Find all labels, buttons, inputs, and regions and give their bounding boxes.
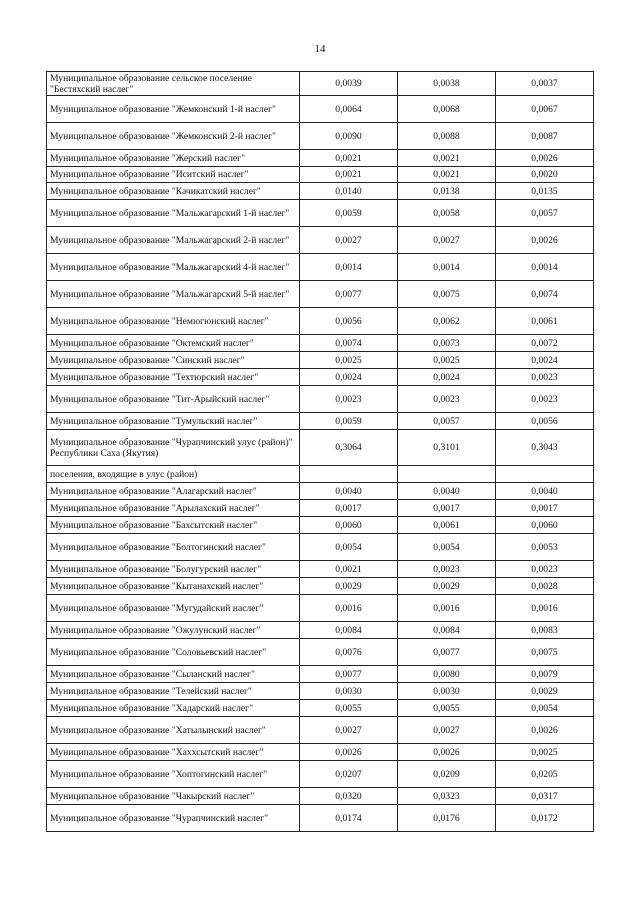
value-col1-cell: 0,0029 (300, 578, 398, 595)
value-col1-cell: 0,0174 (300, 805, 398, 832)
municipality-name-cell: Муниципальное образование "Арылахский наслег" (47, 500, 300, 517)
value-col3-cell: 0,0172 (496, 805, 594, 832)
value-col1-cell: 0,0077 (300, 281, 398, 308)
value-col3-cell: 0,0040 (496, 483, 594, 500)
value-col1-cell: 0,0040 (300, 483, 398, 500)
value-col2-cell: 0,0038 (398, 72, 496, 96)
value-col2-cell: 0,0040 (398, 483, 496, 500)
value-col3-cell: 0,0054 (496, 700, 594, 717)
municipality-name-cell: Муниципальное образование "Иситский наслег" (47, 167, 300, 183)
table-row (47, 788, 594, 805)
municipality-name-cell: Муниципальное образование "Соловьевский наслег" (47, 639, 300, 666)
value-col1-cell: 0,0027 (300, 227, 398, 254)
value-col2-cell: 0,0080 (398, 666, 496, 683)
value-col3-cell: 0,0037 (496, 72, 594, 96)
table-row (47, 369, 594, 386)
value-col3-cell: 0,0014 (496, 254, 594, 281)
table-row (47, 413, 594, 430)
value-col1-cell: 0,0207 (300, 761, 398, 788)
value-col1-cell: 0,0017 (300, 500, 398, 517)
municipality-name-cell: Муниципальное образование "Телейский наслег" (47, 683, 300, 700)
table-row (47, 96, 594, 123)
table-row (47, 805, 594, 832)
table-row (47, 167, 594, 183)
value-col3-cell: 0,0205 (496, 761, 594, 788)
municipality-name-cell: Муниципальное образование "Болтогинский наслег" (47, 534, 300, 561)
value-col2-cell: 0,0176 (398, 805, 496, 832)
value-col3-cell: 0,0083 (496, 622, 594, 639)
value-col1-cell: 0,0021 (300, 150, 398, 167)
value-col2-cell: 0,0016 (398, 595, 496, 622)
value-col2-cell: 0,0029 (398, 578, 496, 595)
value-col3-cell: 0,0023 (496, 369, 594, 386)
value-col1-cell: 0,0055 (300, 700, 398, 717)
value-col1-cell: 0,0021 (300, 167, 398, 183)
municipality-name-cell: Муниципальное образование сельское поселение "Бестяхский наслег" (47, 72, 300, 96)
municipality-name-cell: Муниципальное образование "Жемконский 2-й наслег" (47, 123, 300, 150)
value-col1-cell: 0,0027 (300, 717, 398, 744)
table-row (47, 483, 594, 500)
value-col2-cell: 0,0027 (398, 227, 496, 254)
table-row (47, 561, 594, 578)
value-col3-cell: 0,0023 (496, 386, 594, 413)
value-col1-cell: 0,0054 (300, 534, 398, 561)
value-col1-cell (300, 466, 398, 483)
value-col1-cell: 0,3064 (300, 430, 398, 466)
municipality-name-cell: Муниципальное образование "Хоптогинский наслег" (47, 761, 300, 788)
value-col3-cell: 0,0017 (496, 500, 594, 517)
municipality-name-cell: Муниципальное образование "Мальжагарский 2-й наслег" (47, 227, 300, 254)
municipality-name-cell: Муниципальное образование "Синский наслег" (47, 352, 300, 369)
municipality-name-cell: Муниципальное образование "Жемконский 1-й наслег" (47, 96, 300, 123)
value-col2-cell: 0,3101 (398, 430, 496, 466)
value-col3-cell: 0,0072 (496, 335, 594, 352)
value-col1-cell: 0,0090 (300, 123, 398, 150)
value-col2-cell: 0,0021 (398, 167, 496, 183)
value-col3-cell: 0,0023 (496, 561, 594, 578)
value-col3-cell: 0,0025 (496, 744, 594, 761)
value-col3-cell: 0,0067 (496, 96, 594, 123)
table-row (47, 666, 594, 683)
value-col1-cell: 0,0024 (300, 369, 398, 386)
value-col1-cell: 0,0059 (300, 413, 398, 430)
table-row (47, 308, 594, 335)
page-number: 14 (314, 43, 326, 55)
table-row (47, 352, 594, 369)
table-row (47, 517, 594, 534)
value-col3-cell: 0,0029 (496, 683, 594, 700)
value-col3-cell: 0,0026 (496, 227, 594, 254)
value-col2-cell: 0,0021 (398, 150, 496, 167)
table-row (47, 150, 594, 167)
municipality-name-cell: Муниципальное образование "Мугудайский наслег" (47, 595, 300, 622)
value-col3-cell: 0,0061 (496, 308, 594, 335)
value-col2-cell: 0,0084 (398, 622, 496, 639)
table-row (47, 683, 594, 700)
municipality-name-cell: Муниципальное образование "Октемский наслег" (47, 335, 300, 352)
table-row (47, 500, 594, 517)
municipality-name-cell: Муниципальное образование "Бахсытский наслег" (47, 517, 300, 534)
value-col3-cell: 0,0074 (496, 281, 594, 308)
table-row (47, 335, 594, 352)
table-row (47, 466, 594, 483)
municipality-name-cell: Муниципальное образование "Чакырский наслег" (47, 788, 300, 805)
value-col2-cell: 0,0075 (398, 281, 496, 308)
value-col3-cell: 0,0056 (496, 413, 594, 430)
table-row (47, 281, 594, 308)
value-col1-cell: 0,0056 (300, 308, 398, 335)
municipality-name-cell: Муниципальное образование "Болугурский наслег" (47, 561, 300, 578)
value-col2-cell: 0,0055 (398, 700, 496, 717)
value-col1-cell: 0,0021 (300, 561, 398, 578)
municipality-name-cell: Муниципальное образование "Хаххсытский наслег" (47, 744, 300, 761)
value-col2-cell: 0,0023 (398, 386, 496, 413)
value-col3-cell: 0,0053 (496, 534, 594, 561)
value-col1-cell: 0,0064 (300, 96, 398, 123)
value-col3-cell: 0,0028 (496, 578, 594, 595)
municipality-name-cell: Муниципальное образование "Хадарский наслег" (47, 700, 300, 717)
municipality-name-cell: Муниципальное образование "Жерский наслег" (47, 150, 300, 167)
value-col3-cell: 0,0020 (496, 167, 594, 183)
value-col2-cell: 0,0024 (398, 369, 496, 386)
value-col1-cell: 0,0140 (300, 183, 398, 200)
municipality-name-cell: Муниципальное образование "Тумульский наслег" (47, 413, 300, 430)
value-col2-cell: 0,0023 (398, 561, 496, 578)
value-col2-cell: 0,0027 (398, 717, 496, 744)
value-col3-cell (496, 466, 594, 483)
value-col2-cell: 0,0057 (398, 413, 496, 430)
value-col3-cell: 0,0026 (496, 150, 594, 167)
municipality-name-cell: Муниципальное образование "Сыланский наслег" (47, 666, 300, 683)
table-body (47, 72, 594, 832)
value-col2-cell: 0,0138 (398, 183, 496, 200)
value-col2-cell: 0,0025 (398, 352, 496, 369)
municipality-name-cell: Муниципальное образование "Качикатский наслег" (47, 183, 300, 200)
municipality-name-cell: Муниципальное образование "Тит-Арыйский наслег" (47, 386, 300, 413)
value-col1-cell: 0,0074 (300, 335, 398, 352)
value-col3-cell: 0,0135 (496, 183, 594, 200)
municipality-name-cell: поселения, входящие в улус (район) (47, 466, 300, 483)
municipality-name-cell: Муниципальное образование "Ожулунский наслег" (47, 622, 300, 639)
table-row (47, 595, 594, 622)
value-col2-cell: 0,0088 (398, 123, 496, 150)
value-col1-cell: 0,0025 (300, 352, 398, 369)
value-col2-cell: 0,0017 (398, 500, 496, 517)
municipality-name-cell: Муниципальное образование "Мальжагарский 4-й наслег" (47, 254, 300, 281)
value-col1-cell: 0,0030 (300, 683, 398, 700)
table-row (47, 578, 594, 595)
value-col2-cell: 0,0062 (398, 308, 496, 335)
value-col2-cell: 0,0014 (398, 254, 496, 281)
value-col1-cell: 0,0060 (300, 517, 398, 534)
table-row (47, 183, 594, 200)
value-col1-cell: 0,0059 (300, 200, 398, 227)
table-row (47, 761, 594, 788)
value-col3-cell: 0,0317 (496, 788, 594, 805)
table-row (47, 254, 594, 281)
value-col3-cell: 0,3043 (496, 430, 594, 466)
value-col3-cell: 0,0075 (496, 639, 594, 666)
value-col2-cell: 0,0077 (398, 639, 496, 666)
value-col3-cell: 0,0060 (496, 517, 594, 534)
value-col2-cell: 0,0061 (398, 517, 496, 534)
value-col2-cell: 0,0026 (398, 744, 496, 761)
table-row (47, 639, 594, 666)
value-col1-cell: 0,0039 (300, 72, 398, 96)
value-col1-cell: 0,0026 (300, 744, 398, 761)
municipality-name-cell: Муниципальное образование "Мальжагарский 5-й наслег" (47, 281, 300, 308)
table-row (47, 123, 594, 150)
allocation-table (46, 71, 594, 832)
value-col3-cell: 0,0087 (496, 123, 594, 150)
value-col1-cell: 0,0014 (300, 254, 398, 281)
value-col3-cell: 0,0079 (496, 666, 594, 683)
table-row (47, 717, 594, 744)
value-col1-cell: 0,0076 (300, 639, 398, 666)
value-col1-cell: 0,0084 (300, 622, 398, 639)
municipality-name-cell: Муниципальное образование "Кытанахский наслег" (47, 578, 300, 595)
table-row (47, 622, 594, 639)
value-col2-cell: 0,0068 (398, 96, 496, 123)
municipality-name-cell: Муниципальное образование "Чурапчинский улус (район)" Республики Саха (Якутия) (47, 430, 300, 466)
value-col1-cell: 0,0016 (300, 595, 398, 622)
municipality-name-cell: Муниципальное образование "Алагарский наслег" (47, 483, 300, 500)
municipality-name-cell: Муниципальное образование "Хатылынский наслег" (47, 717, 300, 744)
table-row (47, 227, 594, 254)
value-col2-cell (398, 466, 496, 483)
table-row (47, 200, 594, 227)
value-col1-cell: 0,0320 (300, 788, 398, 805)
value-col3-cell: 0,0024 (496, 352, 594, 369)
value-col2-cell: 0,0030 (398, 683, 496, 700)
table-row (47, 534, 594, 561)
value-col3-cell: 0,0016 (496, 595, 594, 622)
value-col2-cell: 0,0073 (398, 335, 496, 352)
municipality-name-cell: Муниципальное образование "Чурапчинский наслег" (47, 805, 300, 832)
value-col3-cell: 0,0026 (496, 717, 594, 744)
table-row (47, 72, 594, 96)
municipality-name-cell: Муниципальное образование "Немюгюнский наслег" (47, 308, 300, 335)
value-col2-cell: 0,0209 (398, 761, 496, 788)
value-col2-cell: 0,0054 (398, 534, 496, 561)
table-row (47, 744, 594, 761)
value-col2-cell: 0,0058 (398, 200, 496, 227)
value-col1-cell: 0,0077 (300, 666, 398, 683)
table-row (47, 700, 594, 717)
value-col3-cell: 0,0057 (496, 200, 594, 227)
municipality-name-cell: Муниципальное образование "Техтюрский наслег" (47, 369, 300, 386)
table-row (47, 386, 594, 413)
value-col1-cell: 0,0023 (300, 386, 398, 413)
table-row (47, 430, 594, 466)
value-col2-cell: 0,0323 (398, 788, 496, 805)
municipality-name-cell: Муниципальное образование "Мальжагарский 1-й наслег" (47, 200, 300, 227)
